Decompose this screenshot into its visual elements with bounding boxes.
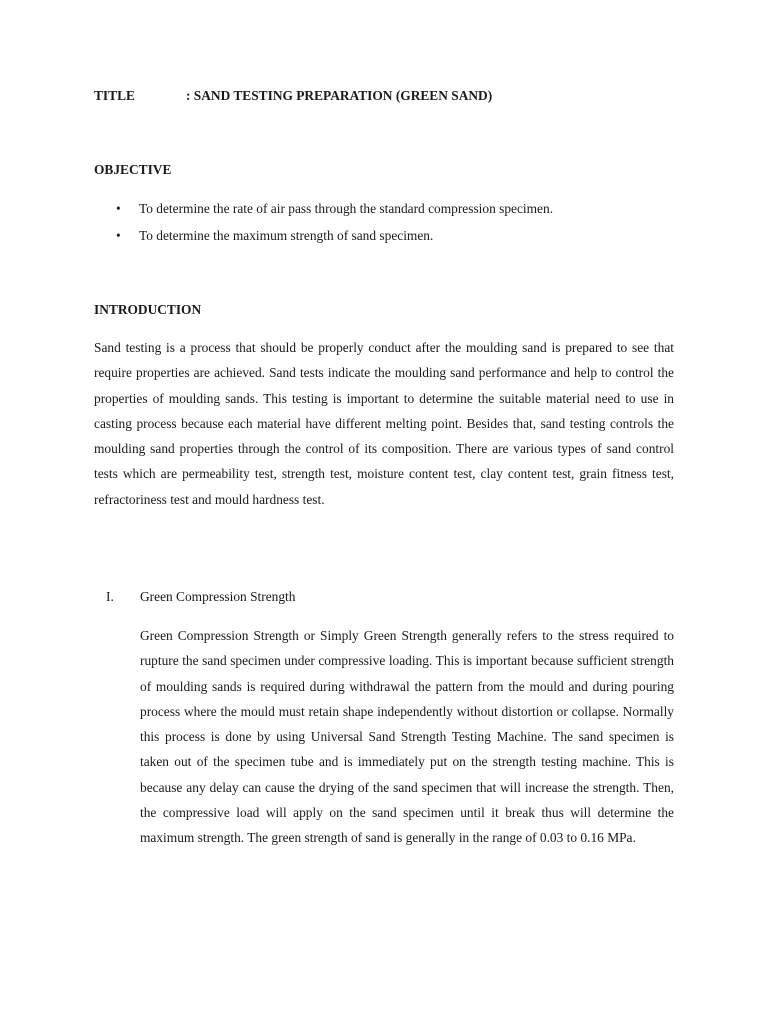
section-heading [106,589,295,605]
objective-item-text: To determine the maximum strength of sand specimen. [139,228,434,243]
document-title [94,88,492,104]
section-number: I. [106,589,114,604]
bullet-icon: • [116,201,121,216]
objective-list [94,200,553,254]
bullet-icon: • [116,228,121,243]
title-value: : SAND TESTING PREPARATION (GREEN SAND) [186,88,493,103]
introduction-heading: INTRODUCTION [94,302,202,317]
list-item [94,200,553,227]
objective-item-text: To determine the rate of air pass through the standard compression specimen. [139,201,554,216]
section-paragraph: Green Compression Strength or Simply Green Strength generally refers to the stress required to rupture the sand specimen under compressive loading. This is important because sufficient strength of moulding sands is required during withdrawal the pattern from the mould and during pouring process where the mould must retain shape independently without distortion or collapse. Normally this process is done by using Universal Sand Strength Testing Machine. The sand specimen is taken out of the specimen tube and is immediately put on the strength testing machine. This is because any delay can cause the drying of the sand specimen that will increase the strength. Then, the compressive load will apply on the sand specimen until it break thus will determine the maximum strength. The green strength of sand is generally in the range of 0.03 to 0.16 MPa. [140,628,674,846]
section-title: Green Compression Strength [140,589,296,604]
objective-heading: OBJECTIVE [94,162,172,177]
title-label: TITLE [94,88,135,103]
list-item [94,227,553,254]
introduction-paragraph: Sand testing is a process that should be properly conduct after the moulding sand is prepared to see that require properties are achieved. Sand tests indicate the moulding sand performance and help to control the properties of moulding sands. This testing is important to determine the suitable material need to use in casting process because each material have different melting point. Besides that, sand testing controls the moulding sand properties through the control of its composition. There are various types of sand control tests which are permeability test, strength test, moisture content test, clay content test, grain fitness test, refractoriness test and mould hardness test. [94,340,674,507]
